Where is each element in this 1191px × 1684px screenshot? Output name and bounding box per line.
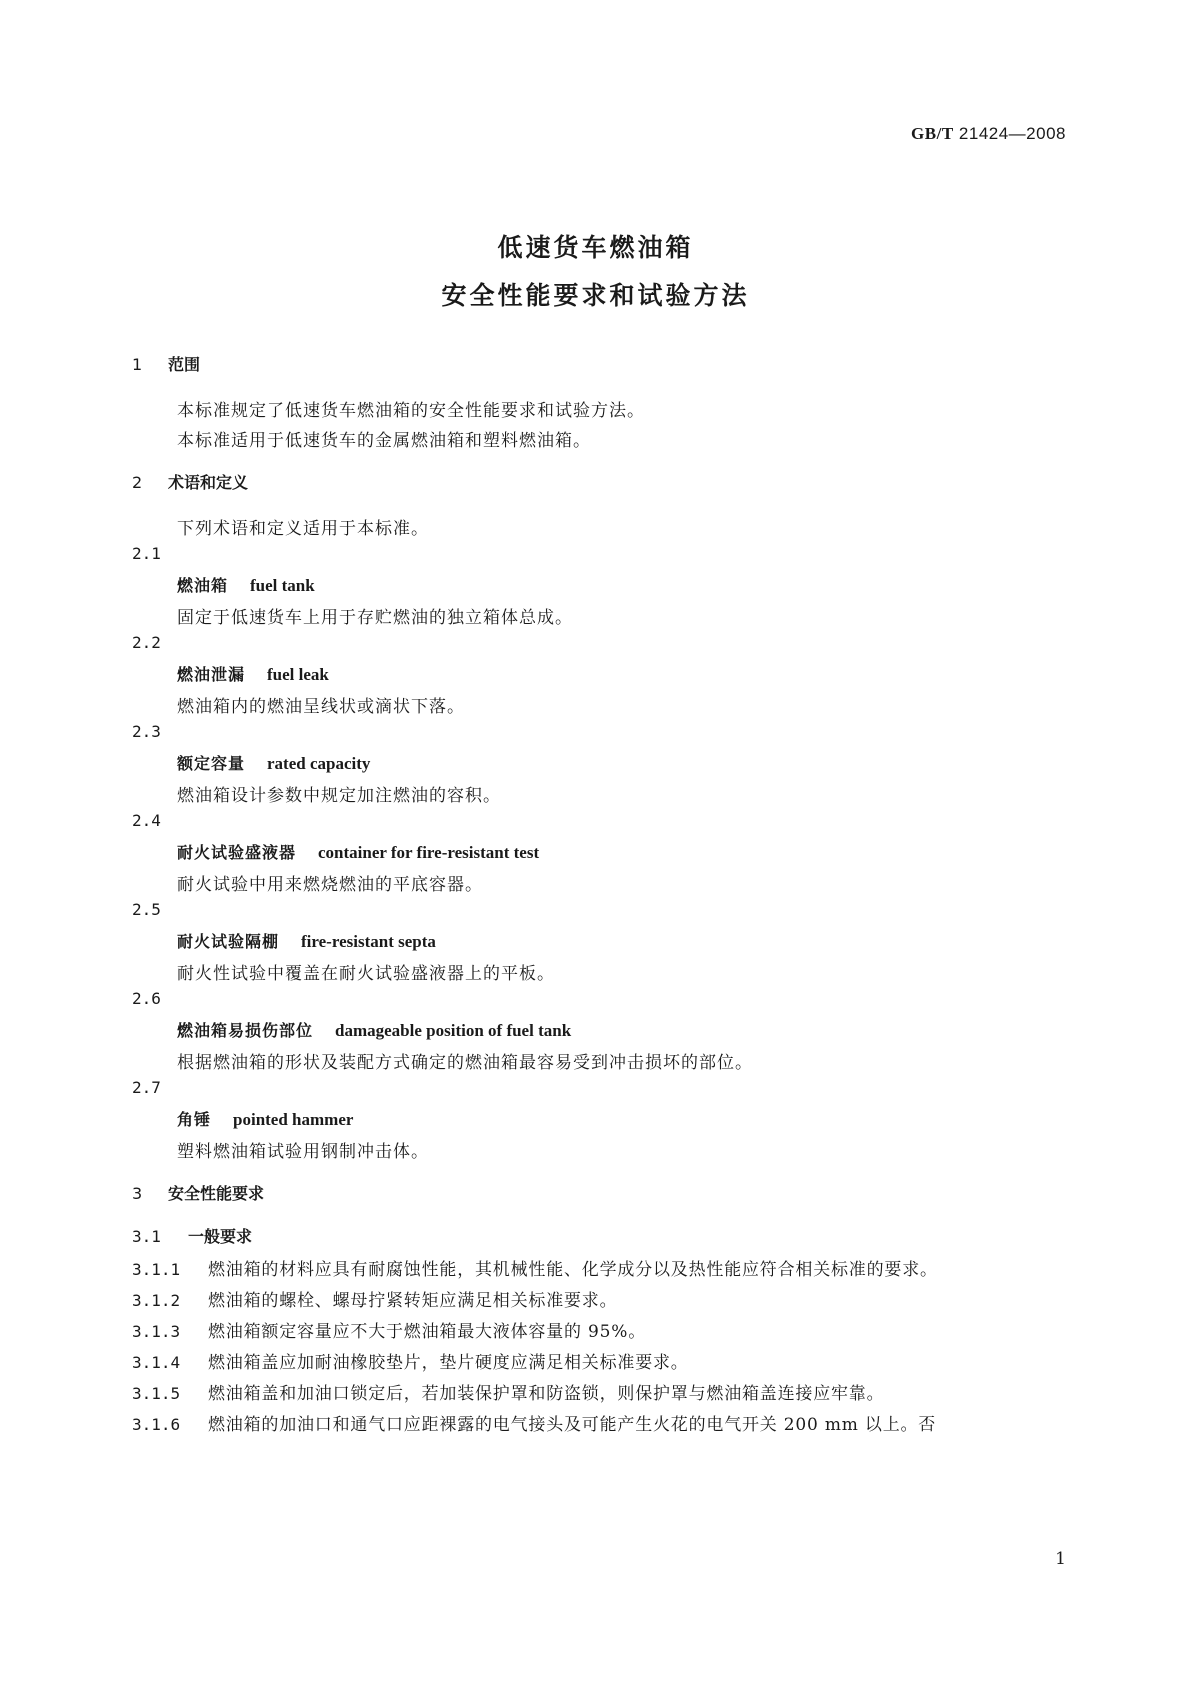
term-number: 2.4 xyxy=(132,811,161,830)
section-title: 安全性能要求 xyxy=(168,1184,265,1203)
term-en: fuel tank xyxy=(250,576,315,595)
section-number: 2 xyxy=(132,473,143,492)
subsection-number: 3.1 xyxy=(132,1227,161,1246)
clause-number: 3.1.3 xyxy=(132,1322,181,1341)
subsection-title: 一般要求 xyxy=(188,1227,253,1246)
subsection-heading xyxy=(132,1224,252,1247)
section-1-heading xyxy=(132,352,200,375)
term-zh: 耐火试验盛液器 xyxy=(177,843,297,862)
term-zh: 燃油箱 xyxy=(177,576,229,595)
clause xyxy=(132,1348,689,1373)
clause xyxy=(132,1286,617,1311)
section-2-heading xyxy=(132,470,248,493)
section-3-heading xyxy=(132,1181,264,1204)
clause-number: 3.1.6 xyxy=(132,1415,181,1434)
term-entry xyxy=(177,929,436,952)
term-definition: 塑料燃油箱试验用钢制冲击体。 xyxy=(177,1142,429,1162)
standard-prefix: GB/T xyxy=(911,124,954,143)
term-entry xyxy=(177,662,329,685)
standard-number: 21424—2008 xyxy=(958,124,1066,143)
term-number: 2.3 xyxy=(132,722,161,741)
document-title-line2: 安全性能要求和试验方法 xyxy=(441,281,750,310)
term-number: 2.1 xyxy=(132,544,161,563)
clause xyxy=(132,1410,936,1435)
clause-number: 3.1.5 xyxy=(132,1384,181,1403)
term-en: damageable position of fuel tank xyxy=(335,1021,572,1040)
standard-code xyxy=(911,124,1066,144)
section-number: 1 xyxy=(132,355,143,374)
term-number: 2.6 xyxy=(132,989,161,1008)
document-title-line1: 低速货车燃油箱 xyxy=(497,233,694,262)
term-entry xyxy=(177,1018,571,1041)
clause xyxy=(132,1317,646,1342)
section-title: 范围 xyxy=(168,355,201,374)
clause-number: 3.1.1 xyxy=(132,1260,181,1279)
term-en: fire-resistant septa xyxy=(301,932,436,951)
clause xyxy=(132,1255,938,1280)
paragraph: 下列术语和定义适用于本标准。 xyxy=(177,519,429,539)
term-en: fuel leak xyxy=(267,665,329,684)
clause-text: 燃油箱盖应加耐油橡胶垫片，垫片硬度应满足相关标准要求。 xyxy=(208,1353,689,1373)
term-zh: 燃油箱易损伤部位 xyxy=(177,1021,314,1040)
clause-text: 燃油箱的材料应具有耐腐蚀性能，其机械性能、化学成分以及热性能应符合相关标准的要求。 xyxy=(208,1260,938,1280)
clause-text: 燃油箱盖和加油口锁定后，若加装保护罩和防盗锁，则保护罩与燃油箱盖连接应牢靠。 xyxy=(208,1384,885,1404)
clause-number: 3.1.4 xyxy=(132,1353,181,1372)
term-definition: 固定于低速货车上用于存贮燃油的独立箱体总成。 xyxy=(177,608,573,628)
term-definition: 燃油箱内的燃油呈线状或滴状下落。 xyxy=(177,697,465,717)
page-number: 1 xyxy=(1055,1549,1066,1569)
clause-text: 燃油箱的加油口和通气口应距裸露的电气接头及可能产生火花的电气开关 200 mm 以上。否 xyxy=(208,1415,937,1435)
clause xyxy=(132,1379,884,1404)
term-en: pointed hammer xyxy=(233,1110,354,1129)
clause-text: 燃油箱的螺栓、螺母拧紧转矩应满足相关标准要求。 xyxy=(208,1291,618,1311)
term-definition: 根据燃油箱的形状及装配方式确定的燃油箱最容易受到冲击损坏的部位。 xyxy=(177,1053,753,1073)
section-title: 术语和定义 xyxy=(168,473,249,492)
term-entry xyxy=(177,1107,353,1130)
term-zh: 角锤 xyxy=(177,1110,212,1129)
term-number: 2.2 xyxy=(132,633,161,652)
term-definition: 耐火试验中用来燃烧燃油的平底容器。 xyxy=(177,875,483,895)
term-entry xyxy=(177,573,315,596)
term-number: 2.5 xyxy=(132,900,161,919)
section-number: 3 xyxy=(132,1184,143,1203)
clause-text: 燃油箱额定容量应不大于燃油箱最大液体容量的 95%。 xyxy=(208,1322,646,1342)
term-entry xyxy=(177,751,370,774)
term-definition: 燃油箱设计参数中规定加注燃油的容积。 xyxy=(177,786,501,806)
term-en: container for fire-resistant test xyxy=(318,843,540,862)
term-en: rated capacity xyxy=(267,754,371,773)
term-number: 2.7 xyxy=(132,1078,161,1097)
paragraph: 本标准规定了低速货车燃油箱的安全性能要求和试验方法。 xyxy=(177,401,645,421)
term-zh: 燃油泄漏 xyxy=(177,665,246,684)
term-zh: 耐火试验隔棚 xyxy=(177,932,280,951)
clause-number: 3.1.2 xyxy=(132,1291,181,1310)
term-definition: 耐火性试验中覆盖在耐火试验盛液器上的平板。 xyxy=(177,964,555,984)
paragraph: 本标准适用于低速货车的金属燃油箱和塑料燃油箱。 xyxy=(177,431,591,451)
term-zh: 额定容量 xyxy=(177,754,246,773)
term-entry xyxy=(177,840,539,863)
